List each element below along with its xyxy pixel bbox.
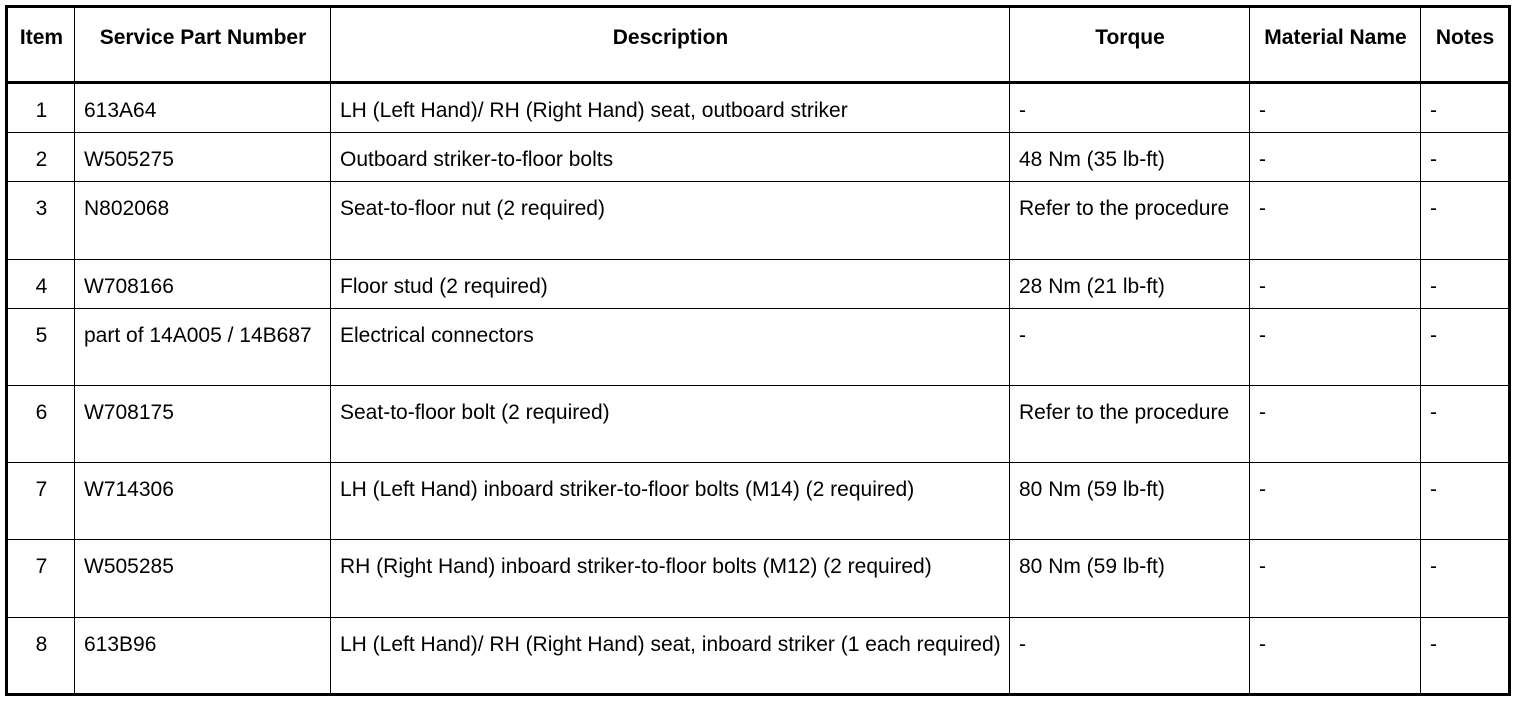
table-row: [7, 617, 1510, 694]
cell-description: Electrical connectors: [331, 308, 1010, 385]
table-row: [7, 385, 1510, 462]
cell-torque: 28 Nm (21 lb-ft): [1010, 259, 1250, 308]
cell-material-name: -: [1250, 259, 1421, 308]
cell-material-name: -: [1250, 182, 1421, 259]
cell-part-number: W505275: [75, 133, 331, 182]
cell-item: 3: [7, 182, 75, 259]
table-header-row: [7, 7, 1510, 83]
cell-item: 1: [7, 83, 75, 133]
cell-description: LH (Left Hand)/ RH (Right Hand) seat, outboard striker: [331, 83, 1010, 133]
cell-torque: -: [1010, 308, 1250, 385]
cell-torque: 80 Nm (59 lb-ft): [1010, 463, 1250, 540]
cell-notes: -: [1421, 308, 1510, 385]
header-description: Description: [331, 7, 1010, 83]
cell-torque: 80 Nm (59 lb-ft): [1010, 540, 1250, 617]
cell-part-number: W708175: [75, 385, 331, 462]
cell-notes: -: [1421, 259, 1510, 308]
cell-item: 7: [7, 540, 75, 617]
cell-material-name: -: [1250, 133, 1421, 182]
cell-item: 8: [7, 617, 75, 694]
cell-description: Seat-to-floor nut (2 required): [331, 182, 1010, 259]
cell-part-number: 613B96: [75, 617, 331, 694]
header-torque: Torque: [1010, 7, 1250, 83]
cell-description: LH (Left Hand) inboard striker-to-floor bolts (M14) (2 required): [331, 463, 1010, 540]
cell-description: Outboard striker-to-floor bolts: [331, 133, 1010, 182]
cell-description: LH (Left Hand)/ RH (Right Hand) seat, inboard striker (1 each required): [331, 617, 1010, 694]
cell-material-name: -: [1250, 385, 1421, 462]
cell-torque: Refer to the procedure: [1010, 385, 1250, 462]
cell-torque: -: [1010, 617, 1250, 694]
cell-torque: -: [1010, 83, 1250, 133]
cell-part-number: 613A64: [75, 83, 331, 133]
cell-material-name: -: [1250, 308, 1421, 385]
cell-torque: Refer to the procedure: [1010, 182, 1250, 259]
header-material-name: Material Name: [1250, 7, 1421, 83]
cell-item: 5: [7, 308, 75, 385]
cell-item: 2: [7, 133, 75, 182]
cell-part-number: W714306: [75, 463, 331, 540]
cell-notes: -: [1421, 463, 1510, 540]
cell-notes: -: [1421, 83, 1510, 133]
table-row: [7, 83, 1510, 133]
cell-part-number: W708166: [75, 259, 331, 308]
cell-description: RH (Right Hand) inboard striker-to-floor bolts (M12) (2 required): [331, 540, 1010, 617]
cell-notes: -: [1421, 385, 1510, 462]
cell-torque: 48 Nm (35 lb-ft): [1010, 133, 1250, 182]
header-notes: Notes: [1421, 7, 1510, 83]
cell-material-name: -: [1250, 83, 1421, 133]
table-row: [7, 182, 1510, 259]
cell-item: 4: [7, 259, 75, 308]
table-row: [7, 133, 1510, 182]
cell-material-name: -: [1250, 540, 1421, 617]
cell-material-name: -: [1250, 463, 1421, 540]
cell-description: Floor stud (2 required): [331, 259, 1010, 308]
cell-part-number: W505285: [75, 540, 331, 617]
cell-notes: -: [1421, 540, 1510, 617]
cell-notes: -: [1421, 617, 1510, 694]
table-row: [7, 540, 1510, 617]
cell-part-number: part of 14A005 / 14B687: [75, 308, 331, 385]
parts-table: [5, 5, 1511, 696]
header-part-number: Service Part Number: [75, 7, 331, 83]
table-row: [7, 463, 1510, 540]
header-item: Item: [7, 7, 75, 83]
cell-item: 7: [7, 463, 75, 540]
table-row: [7, 308, 1510, 385]
table-row: [7, 259, 1510, 308]
cell-notes: -: [1421, 133, 1510, 182]
cell-item: 6: [7, 385, 75, 462]
cell-notes: -: [1421, 182, 1510, 259]
cell-part-number: N802068: [75, 182, 331, 259]
cell-material-name: -: [1250, 617, 1421, 694]
cell-description: Seat-to-floor bolt (2 required): [331, 385, 1010, 462]
